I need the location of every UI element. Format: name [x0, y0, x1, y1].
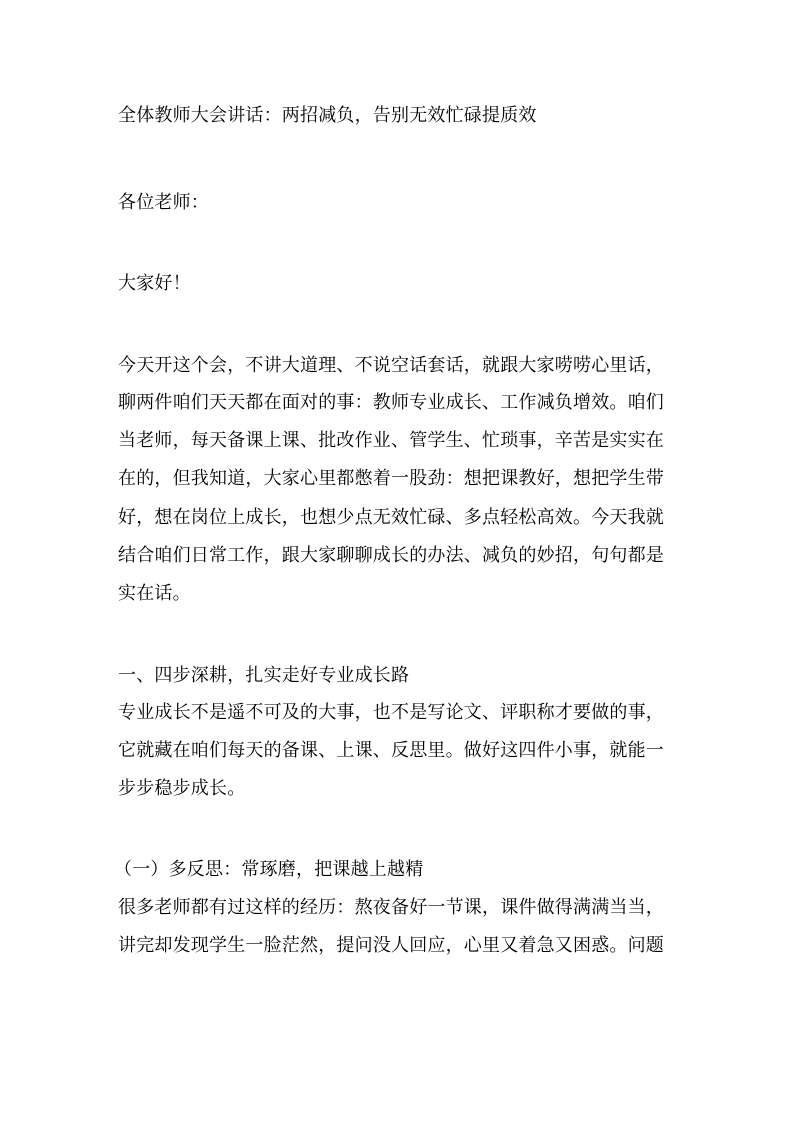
intro-line: 结合咱们日常工作，跟大家聊聊成长的办法、减负的妙招，句句都是: [118, 545, 664, 566]
section-line: 它就藏在咱们每天的备课、上课、反思里。做好这四件小事，就能一: [118, 740, 664, 761]
intro-line: 聊两件咱们天天都在面对的事：教师专业成长、工作减负增效。咱们: [118, 392, 664, 413]
salutation: 各位老师：: [118, 192, 209, 213]
subsection-line: 讲完却发现学生一脸茫然，提问没人回应，心里又着急又困惑。问题: [118, 935, 664, 956]
subsection-heading: （一）多反思：常琢磨，把课越上越精: [114, 859, 424, 880]
greeting: 大家好！: [118, 273, 191, 294]
section-line: 步步稳步成长。: [118, 778, 246, 799]
intro-line: 在的，但我知道，大家心里都憋着一股劲：想把课教好，想把学生带: [118, 468, 664, 489]
intro-line: 当老师，每天备课上课、批改作业、管学生、忙琐事，辛苦是实实在: [118, 430, 664, 451]
section-line: 专业成长不是遥不可及的大事，也不是写论文、评职称才要做的事，: [118, 702, 664, 723]
intro-line: 好，想在岗位上成长，也想少点无效忙碌、多点轻松高效。今天我就: [118, 507, 664, 528]
subsection-line: 很多老师都有过这样的经历：熬夜备好一节课，课件做得满满当当，: [118, 897, 664, 918]
section-heading: 一、四步深耕，扎实走好专业成长路: [118, 665, 410, 686]
document-title: 全体教师大会讲话：两招减负，告别无效忙碌提质效: [118, 105, 537, 126]
intro-line: 今天开这个会，不讲大道理、不说空话套话，就跟大家唠唠心里话，: [118, 355, 664, 376]
intro-line: 实在话。: [118, 583, 191, 604]
